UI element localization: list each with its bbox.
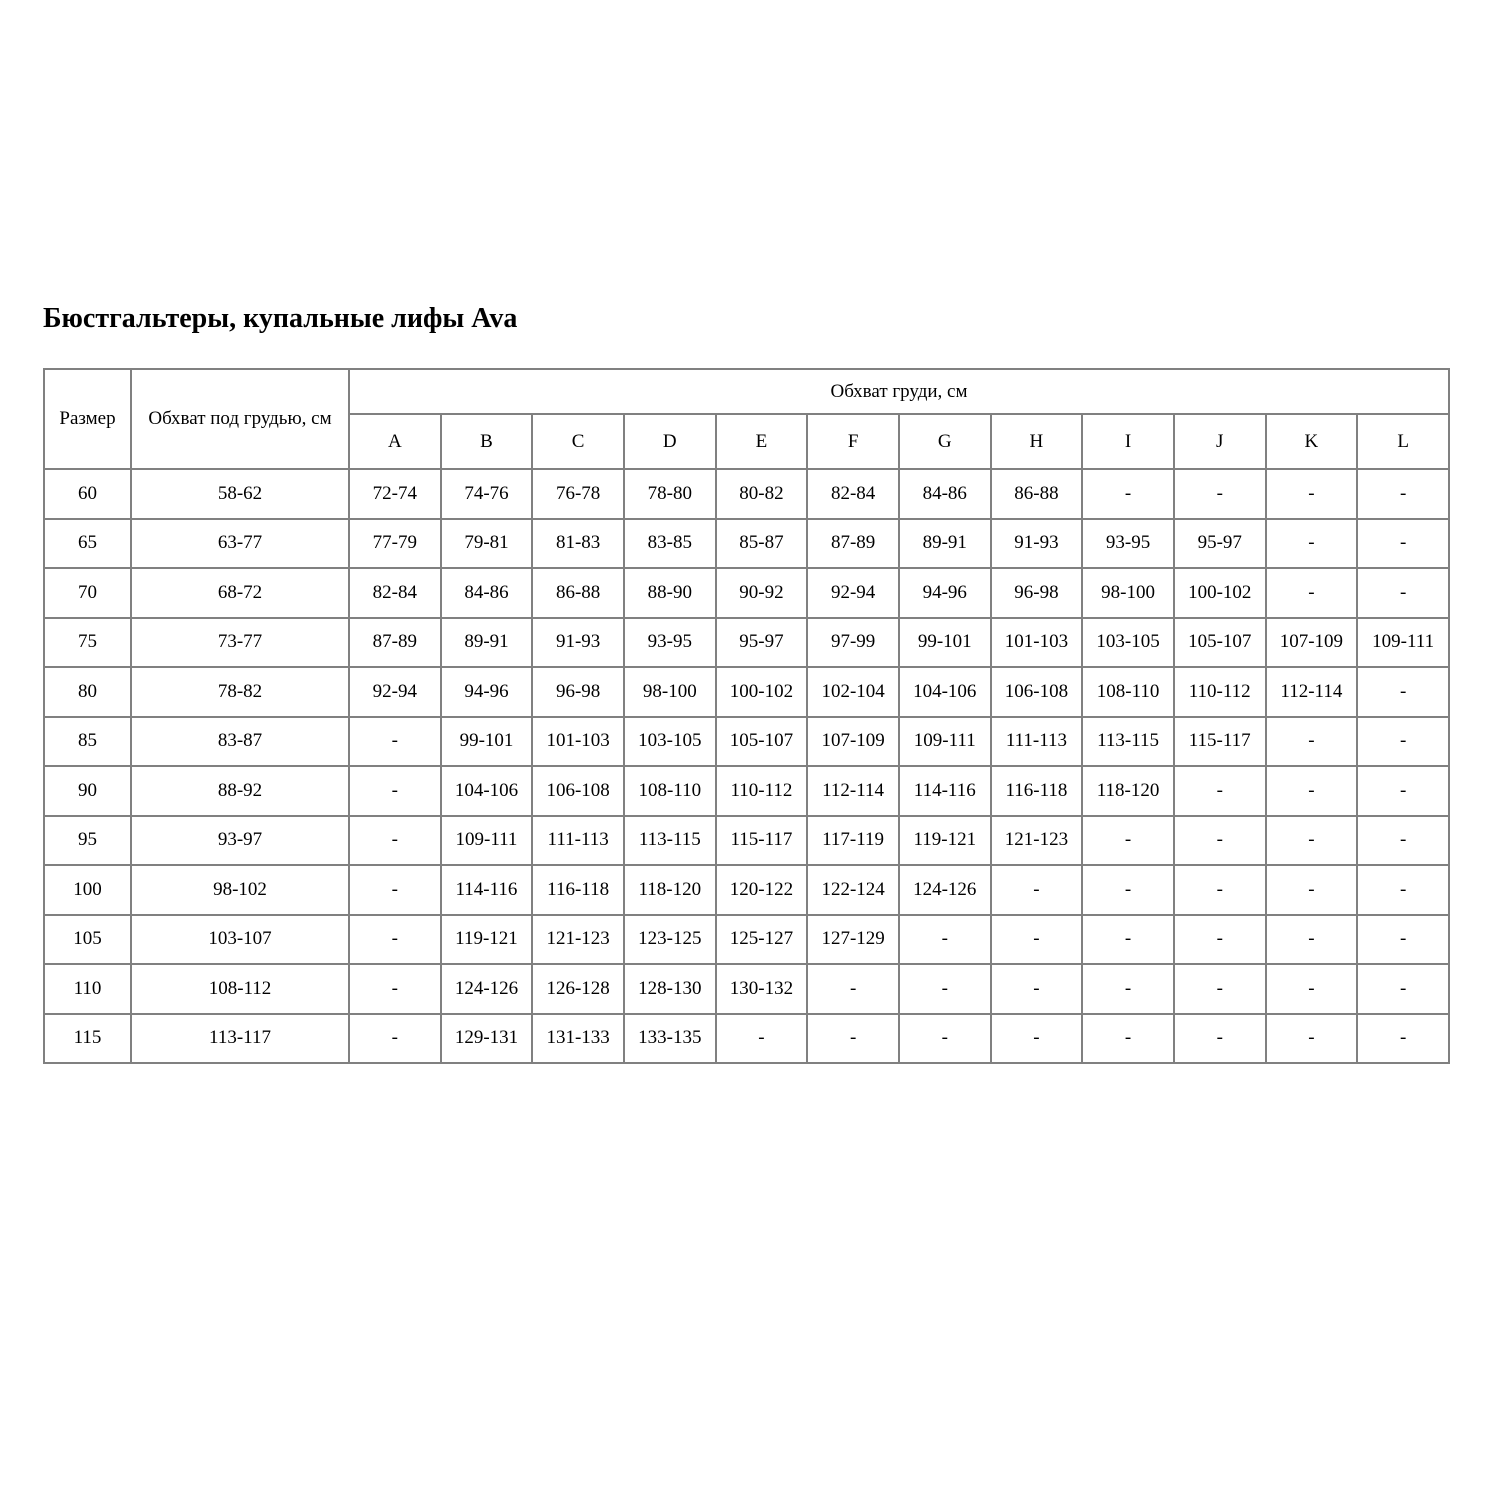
cup-cell: 74-76 (441, 469, 533, 519)
underbust-cell: 113-117 (131, 1014, 349, 1064)
table-row (44, 519, 1449, 569)
col-header-cup-L: L (1357, 414, 1449, 469)
cup-cell: - (1266, 915, 1358, 965)
table-row (44, 469, 1449, 519)
cup-cell: 113-115 (1082, 717, 1174, 767)
col-header-cup-J: J (1174, 414, 1266, 469)
table-row (44, 568, 1449, 618)
cup-cell: - (1357, 469, 1449, 519)
cup-cell: 89-91 (441, 618, 533, 668)
size-cell: 105 (44, 915, 131, 965)
table-row (44, 1014, 1449, 1064)
underbust-cell: 63-77 (131, 519, 349, 569)
col-header-size: Размер (44, 369, 131, 469)
cup-cell: 103-105 (624, 717, 716, 767)
cup-cell: - (1082, 1014, 1174, 1064)
cup-cell: - (1174, 766, 1266, 816)
cup-cell: - (991, 964, 1083, 1014)
cup-cell: 76-78 (532, 469, 624, 519)
cup-cell: 121-123 (991, 816, 1083, 866)
size-chart-header (44, 369, 1449, 469)
cup-cell: - (349, 766, 441, 816)
cup-cell: 91-93 (532, 618, 624, 668)
cup-cell: - (1357, 816, 1449, 866)
size-cell: 110 (44, 964, 131, 1014)
cup-cell: - (1266, 816, 1358, 866)
cup-cell: 92-94 (807, 568, 899, 618)
cup-cell: 86-88 (532, 568, 624, 618)
cup-cell: - (1266, 568, 1358, 618)
cup-cell: 129-131 (441, 1014, 533, 1064)
cup-cell: 114-116 (899, 766, 991, 816)
cup-cell: 79-81 (441, 519, 533, 569)
cup-cell: 120-122 (716, 865, 808, 915)
table-row (44, 717, 1449, 767)
size-cell: 75 (44, 618, 131, 668)
cup-cell: 108-110 (1082, 667, 1174, 717)
table-row (44, 618, 1449, 668)
cup-cell: - (349, 915, 441, 965)
cup-cell: 72-74 (349, 469, 441, 519)
cup-cell: 88-90 (624, 568, 716, 618)
cup-cell: 128-130 (624, 964, 716, 1014)
col-header-cup-B: B (441, 414, 533, 469)
cup-cell: 112-114 (1266, 667, 1358, 717)
size-cell: 65 (44, 519, 131, 569)
cup-cell: 105-107 (1174, 618, 1266, 668)
cup-cell: 96-98 (991, 568, 1083, 618)
cup-cell: 113-115 (624, 816, 716, 866)
cup-cell: - (1266, 766, 1358, 816)
col-header-cup-H: H (991, 414, 1083, 469)
cup-cell: 99-101 (441, 717, 533, 767)
cup-cell: 106-108 (532, 766, 624, 816)
underbust-cell: 68-72 (131, 568, 349, 618)
cup-cell: 118-120 (1082, 766, 1174, 816)
size-chart-table (43, 368, 1450, 1064)
cup-cell: - (1357, 1014, 1449, 1064)
cup-cell: - (1266, 717, 1358, 767)
cup-cell: - (1082, 915, 1174, 965)
cup-cell: - (1174, 469, 1266, 519)
page-title: Бюстгальтеры, купальные лифы Ava (43, 303, 518, 334)
cup-cell: - (1174, 964, 1266, 1014)
underbust-cell: 78-82 (131, 667, 349, 717)
table-row (44, 915, 1449, 965)
cup-cell: 80-82 (716, 469, 808, 519)
cup-cell: - (899, 1014, 991, 1064)
cup-cell: - (1357, 766, 1449, 816)
cup-cell: 122-124 (807, 865, 899, 915)
cup-cell: - (1082, 964, 1174, 1014)
col-header-cup-K: K (1266, 414, 1358, 469)
cup-cell: 109-111 (899, 717, 991, 767)
cup-cell: - (1357, 865, 1449, 915)
cup-cell: - (1357, 519, 1449, 569)
cup-cell: - (349, 1014, 441, 1064)
underbust-cell: 108-112 (131, 964, 349, 1014)
cup-cell: 111-113 (532, 816, 624, 866)
cup-cell: - (1174, 915, 1266, 965)
cup-cell: 81-83 (532, 519, 624, 569)
cup-cell: 103-105 (1082, 618, 1174, 668)
cup-cell: - (1266, 469, 1358, 519)
cup-cell: 105-107 (716, 717, 808, 767)
cup-cell: 106-108 (991, 667, 1083, 717)
cup-cell: - (349, 964, 441, 1014)
underbust-cell: 98-102 (131, 865, 349, 915)
cup-cell: - (1357, 667, 1449, 717)
cup-cell: 100-102 (716, 667, 808, 717)
size-cell: 85 (44, 717, 131, 767)
col-header-underbust: Обхват под грудью, см (131, 369, 349, 469)
cup-cell: 126-128 (532, 964, 624, 1014)
cup-cell: 94-96 (441, 667, 533, 717)
cup-cell: - (349, 816, 441, 866)
cup-cell: 124-126 (441, 964, 533, 1014)
cup-cell: - (1357, 717, 1449, 767)
cup-cell: 101-103 (532, 717, 624, 767)
cup-cell: - (1082, 865, 1174, 915)
cup-cell: 101-103 (991, 618, 1083, 668)
cup-cell: 114-116 (441, 865, 533, 915)
size-chart-body (44, 469, 1449, 1063)
cup-cell: 94-96 (899, 568, 991, 618)
cup-cell: 89-91 (899, 519, 991, 569)
cup-cell: 109-111 (1357, 618, 1449, 668)
cup-cell: 127-129 (807, 915, 899, 965)
cup-cell: - (1082, 469, 1174, 519)
cup-cell: 83-85 (624, 519, 716, 569)
cup-cell: - (1357, 964, 1449, 1014)
cup-cell: 117-119 (807, 816, 899, 866)
cup-cell: - (1174, 816, 1266, 866)
cup-cell: 78-80 (624, 469, 716, 519)
cup-cell: 133-135 (624, 1014, 716, 1064)
cup-cell: - (899, 915, 991, 965)
underbust-cell: 58-62 (131, 469, 349, 519)
table-row (44, 667, 1449, 717)
table-row (44, 816, 1449, 866)
cup-cell: 77-79 (349, 519, 441, 569)
cup-cell: 90-92 (716, 568, 808, 618)
cup-cell: - (1266, 964, 1358, 1014)
size-cell: 100 (44, 865, 131, 915)
size-cell: 60 (44, 469, 131, 519)
cup-cell: 82-84 (349, 568, 441, 618)
col-header-bust-group: Обхват груди, см (349, 369, 1449, 414)
cup-cell: 116-118 (991, 766, 1083, 816)
cup-cell: 91-93 (991, 519, 1083, 569)
cup-cell: 123-125 (624, 915, 716, 965)
cup-cell: 124-126 (899, 865, 991, 915)
cup-cell: 87-89 (807, 519, 899, 569)
size-cell: 95 (44, 816, 131, 866)
cup-cell: - (1266, 519, 1358, 569)
cup-cell: - (1082, 816, 1174, 866)
cup-cell: 98-100 (1082, 568, 1174, 618)
cup-cell: 93-95 (1082, 519, 1174, 569)
size-cell: 90 (44, 766, 131, 816)
cup-cell: 110-112 (1174, 667, 1266, 717)
cup-cell: 84-86 (899, 469, 991, 519)
cup-cell: - (899, 964, 991, 1014)
cup-cell: - (1266, 865, 1358, 915)
cup-cell: 84-86 (441, 568, 533, 618)
size-cell: 115 (44, 1014, 131, 1064)
cup-cell: - (349, 717, 441, 767)
cup-cell: - (807, 1014, 899, 1064)
table-row (44, 766, 1449, 816)
cup-cell: 97-99 (807, 618, 899, 668)
cup-cell: 82-84 (807, 469, 899, 519)
cup-cell: 93-95 (624, 618, 716, 668)
cup-cell: 125-127 (716, 915, 808, 965)
col-header-cup-G: G (899, 414, 991, 469)
size-cell: 70 (44, 568, 131, 618)
cup-cell: 98-100 (624, 667, 716, 717)
cup-cell: 99-101 (899, 618, 991, 668)
cup-cell: - (991, 915, 1083, 965)
cup-cell: - (991, 1014, 1083, 1064)
col-header-cup-C: C (532, 414, 624, 469)
cup-cell: 131-133 (532, 1014, 624, 1064)
col-header-cup-D: D (624, 414, 716, 469)
cup-cell: - (1266, 1014, 1358, 1064)
cup-cell: 102-104 (807, 667, 899, 717)
underbust-cell: 93-97 (131, 816, 349, 866)
col-header-cup-I: I (1082, 414, 1174, 469)
underbust-cell: 73-77 (131, 618, 349, 668)
cup-cell: 107-109 (1266, 618, 1358, 668)
table-row (44, 865, 1449, 915)
cup-cell: 115-117 (716, 816, 808, 866)
size-cell: 80 (44, 667, 131, 717)
table-row (44, 964, 1449, 1014)
header-row-top (44, 369, 1449, 414)
underbust-cell: 88-92 (131, 766, 349, 816)
cup-cell: - (716, 1014, 808, 1064)
cup-cell: - (991, 865, 1083, 915)
cup-cell: 110-112 (716, 766, 808, 816)
cup-cell: - (1357, 915, 1449, 965)
cup-cell: 119-121 (899, 816, 991, 866)
underbust-cell: 83-87 (131, 717, 349, 767)
cup-cell: - (807, 964, 899, 1014)
col-header-cup-A: A (349, 414, 441, 469)
cup-cell: 96-98 (532, 667, 624, 717)
cup-cell: 100-102 (1174, 568, 1266, 618)
cup-cell: 104-106 (441, 766, 533, 816)
cup-cell: 109-111 (441, 816, 533, 866)
cup-cell: 118-120 (624, 865, 716, 915)
cup-cell: 92-94 (349, 667, 441, 717)
cup-cell: 85-87 (716, 519, 808, 569)
cup-cell: 119-121 (441, 915, 533, 965)
cup-cell: 111-113 (991, 717, 1083, 767)
cup-cell: 95-97 (716, 618, 808, 668)
cup-cell: 95-97 (1174, 519, 1266, 569)
col-header-cup-E: E (716, 414, 808, 469)
underbust-cell: 103-107 (131, 915, 349, 965)
cup-cell: - (349, 865, 441, 915)
cup-cell: 116-118 (532, 865, 624, 915)
cup-cell: 108-110 (624, 766, 716, 816)
cup-cell: 130-132 (716, 964, 808, 1014)
cup-cell: 86-88 (991, 469, 1083, 519)
cup-cell: - (1174, 865, 1266, 915)
cup-cell: - (1174, 1014, 1266, 1064)
cup-cell: 107-109 (807, 717, 899, 767)
cup-cell: 87-89 (349, 618, 441, 668)
cup-cell: - (1357, 568, 1449, 618)
col-header-cup-F: F (807, 414, 899, 469)
cup-cell: 121-123 (532, 915, 624, 965)
cup-cell: 115-117 (1174, 717, 1266, 767)
cup-cell: 104-106 (899, 667, 991, 717)
cup-cell: 112-114 (807, 766, 899, 816)
